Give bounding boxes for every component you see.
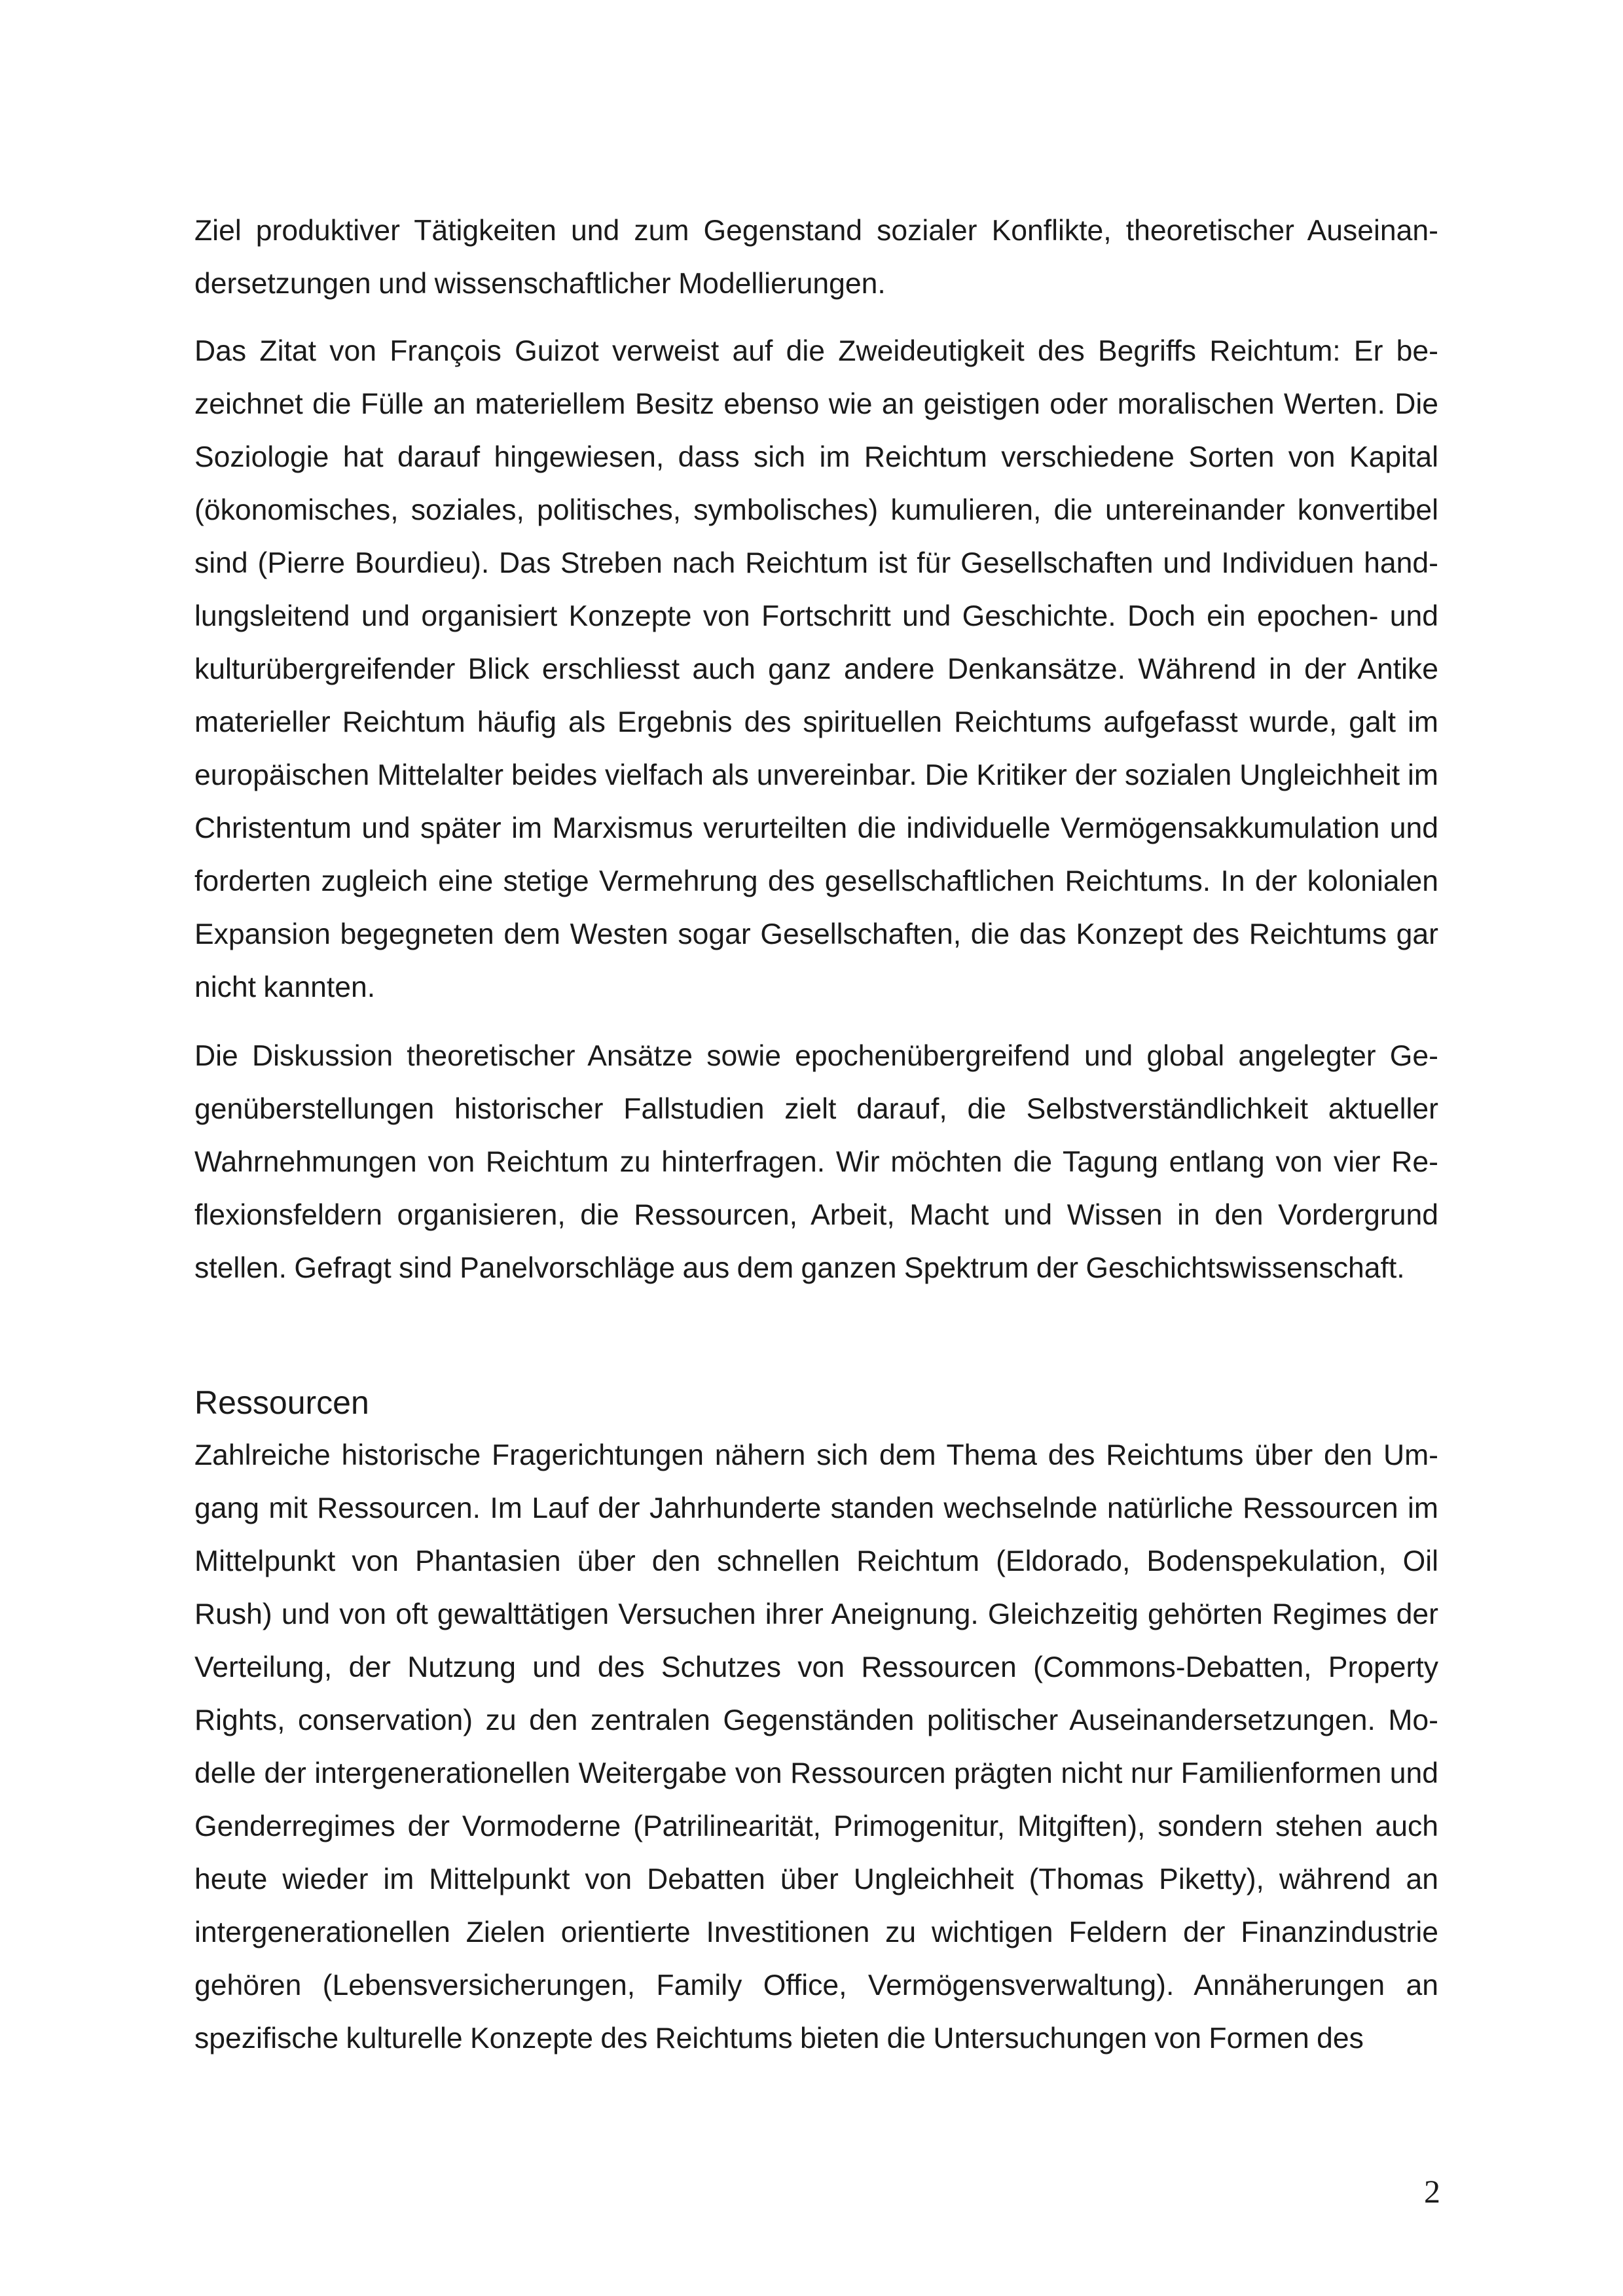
page-content — [194, 204, 1438, 2081]
paragraph-2: Das Zitat von François Guizot verweist auf die Zweideutigkeit des Begriffs Reichtum: Er bezeichnet die Fülle an materiellem Besitz ebenso wie an geistigen oder moralischen Werten. Die Soziologie hat darauf hingewiesen, dass sich im Reichtum verschiedene Sorten von Kapital (ökonomisches, soziales, politisches, symbolisches) kumulieren, die untereinander konvertibel sind (Pierre Bourdieu). Das Streben nach Reichtum ist für Gesellschaften und Individuen handlungsleitend und organisiert Konzepte von Fortschritt und Geschichte. Doch ein epochen- und kulturübergreifender Blick erschliesst auch ganz andere Denkansätze. Während in der Antike materieller Reichtum häufig als Ergebnis des spirituellen Reichtums aufgefasst wurde, galt im europäischen Mittelalter beides vielfach als unvereinbar. Die Kritiker der sozialen Ungleichheit im Christentum und später im Marxismus verurteilten die individuelle Vermögensakkumulation und forderten zugleich eine stetige Vermehrung des gesellschaftlichen Reichtums. In der kolonialen Expansion begegneten dem Westen sogar Gesellschaften, die das Konzept des Reichtums gar nicht kannten. — [194, 335, 1438, 1003]
section-paragraph: Zahlreiche historische Fragerichtungen nähern sich dem Thema des Reichtums über den Umgang mit Ressourcen. Im Lauf der Jahrhunderte standen wechselnde natürliche Ressourcen im Mittelpunkt von Phantasien über den schnellen Reichtum (Eldorado, Bodenspekulation, Oil Rush) und von oft gewalttätigen Versuchen ihrer Aneignung. Gleichzeitig gehörten Regimes der Verteilung, der Nutzung und des Schutzes von Ressourcen (Commons-Debatten, Property Rights, conservation) zu den zentralen Gegenständen politischer Auseinandersetzungen. Modelle der intergenerationellen Weitergabe von Ressourcen prägten nicht nur Familienformen und Genderregimes der Vormoderne (Patrilinearität, Primogenitur, Mitgiften), sondern stehen auch heute wieder im Mittelpunkt von Debatten über Ungleichheit (Thomas Piketty), während an intergenerationellen Zielen orientierte Investitionen zu wichtigen Feldern der Finanzindustrie gehören (Lebensversicherungen, Family Office, Vermögensverwaltung). Annäherungen an spezifische kulturelle Konzepte des Reichtums bieten die Untersuchungen von Formen des — [194, 1439, 1438, 2054]
paragraph-3: Die Diskussion theoretischer Ansätze sowie epochenübergreifend und global angelegter Gegenüberstellungen historischer Fallstudien zielt darauf, die Selbstverständlichkeit aktueller Wahrnehmungen von Reichtum zu hinterfragen. Wir möchten die Tagung entlang von vier Reflexionsfeldern organisieren, die Ressourcen, Arbeit, Macht und Wissen in den Vordergrund stellen. Gefragt sind Panelvorschläge aus dem ganzen Spektrum der Geschichtswissenschaft. — [194, 1040, 1438, 1284]
paragraph-1: Ziel produktiver Tätigkeiten und zum Gegenstand sozialer Konflikte, theoretischer Auseinandersetzungen und wissenschaftlicher Modellierungen. — [194, 215, 1438, 300]
page-number: 2 — [1424, 2173, 1440, 2210]
section-heading-ressourcen: Ressourcen — [194, 1384, 369, 1421]
